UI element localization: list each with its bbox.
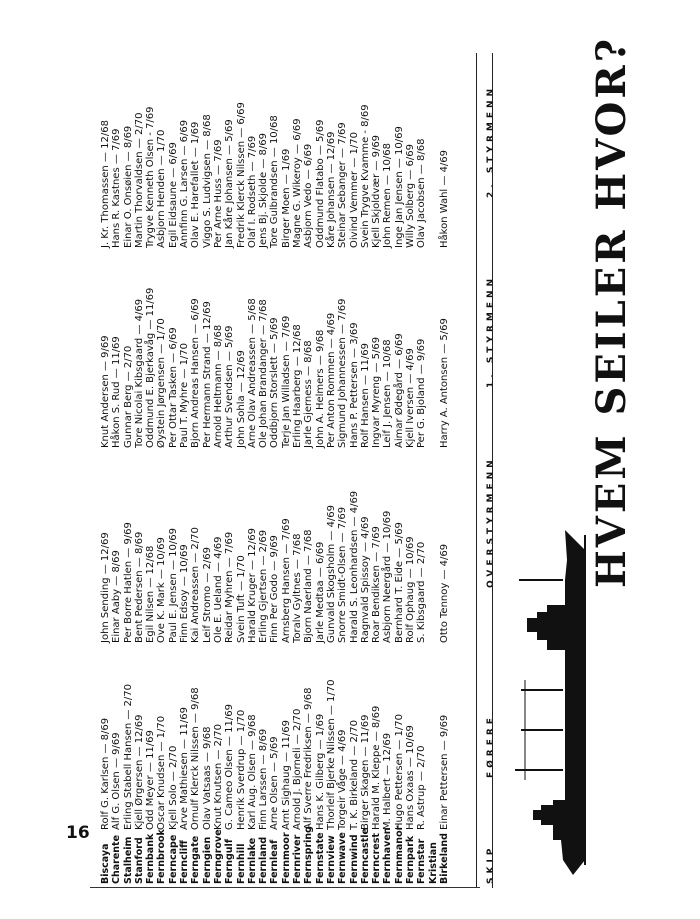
second-mate-entry: Willy Solberg — 6/69 xyxy=(405,144,417,248)
second-mate-entry: Birger Moen — 1/69 xyxy=(280,148,292,248)
ship-name: Fernland xyxy=(258,836,270,884)
second-mate-entry: Asbjorn Henden — 1/70 xyxy=(156,129,168,248)
chief-officer-entry: Finn Edsoy — 10/69 xyxy=(179,544,191,643)
first-mate-entry: Rolf Hansen — 11/69 xyxy=(359,343,371,448)
ship-name: Ferngulf xyxy=(224,839,236,884)
ship-name: Fernwave xyxy=(337,832,349,884)
second-mate-entry: Per Arne Huss — 7/69 xyxy=(212,139,224,248)
first-mate-entry: Håkon S. Rud — 11/69 xyxy=(111,336,123,448)
page-number: 16 xyxy=(66,823,90,843)
chief-officer-entry: Paul E. Jensen — 10/69 xyxy=(167,528,179,643)
chief-officer-entry: Rolf Ophaug — 10/69 xyxy=(405,536,417,643)
chief-officer-entry: Snorre Smidt-Olsen — 7/69 xyxy=(337,506,349,643)
second-mate-entry xyxy=(428,102,439,248)
ship-name: Fernstate xyxy=(314,832,326,884)
ship-column xyxy=(100,826,450,884)
ship-name: Fernstar xyxy=(416,838,428,884)
ship-name: Fernmoor xyxy=(280,832,292,884)
first-mate-entry: Sigmund Johannessen — 7/69 xyxy=(337,298,349,448)
ship-name: Stalheim xyxy=(122,836,134,884)
captain-entry: Arve Mathiesen — 11/69 xyxy=(179,706,191,830)
second-mate-entry: Viggo S. Ludvigsen — 8/68 xyxy=(201,114,213,248)
captain-entry: Odd Meyer — 11/69 xyxy=(145,730,157,830)
captain-entry: T. K. Birkeland — 2/70 xyxy=(348,720,360,830)
ship-name: Fernlake xyxy=(246,837,258,884)
second-mate-entry: Oddmund Flatabo — 5/69 xyxy=(314,119,326,248)
first-mate-entry: Paul T. Myhre — 1/70 xyxy=(179,342,191,448)
chief-officer-entry: Bent Pedersen — 8/69 xyxy=(133,531,145,643)
first-mate-entry: Harry A. Antonsen — 5/69 xyxy=(438,318,450,448)
ship-name: Ferngrove xyxy=(212,829,224,884)
ship-name: Fernspring xyxy=(303,826,315,884)
first-mate-entry: Arthur Svendsen — 5/69 xyxy=(224,325,236,448)
captain-entry: Hans K. Gilberg — 1/69 xyxy=(314,713,326,830)
captain-entry: Oscar Knudsen — 1/70 xyxy=(156,715,168,830)
second-mate-entry: Einar O. Onsøien — 8/69 xyxy=(122,125,134,248)
chief-officer-entry: Harald S. Leonhardsen — 4/69 xyxy=(348,490,360,643)
ship-name: Ferncrest xyxy=(371,833,383,884)
captain-entry: Alf Sverre Fredriksen — 9/68 xyxy=(303,687,315,830)
first-mate-column xyxy=(100,288,450,448)
chief-officer-entry xyxy=(428,491,439,643)
first-mate-entry: Per Ottar Tasken — 6/69 xyxy=(167,327,179,448)
captain-entry: Arnold J. Bjorneli — 2/70 xyxy=(292,708,304,830)
captain-entry: M. Halbert — 12/69 xyxy=(382,732,394,830)
second-mate-entry: Jan Kåre Johansen — 5/69 xyxy=(224,119,236,248)
second-mate-entry: Fredrik Klerck Nilssen — 6/69 xyxy=(235,102,247,248)
first-mate-entry: Leif J. Jensen — 10/68 xyxy=(382,339,394,448)
ship-name: Fernview xyxy=(325,835,337,884)
header-chief-officer: OVERSTYRMENN xyxy=(486,456,496,588)
first-mate-entry: Gunnar Berg — 2/70 xyxy=(122,345,134,448)
first-mate-entry: Per Hermann Strand — 12/69 xyxy=(201,301,213,448)
chief-officer-entry: Jarle Medtaa — 6/69 xyxy=(314,541,326,643)
second-mate-entry: Asbjorn Vedo — 6/69 xyxy=(303,143,315,248)
captain-entry: Torgeir Våge — 4/69 xyxy=(337,729,349,830)
first-mate-entry: Oddmund E. Bjerkavåg — 11/69 xyxy=(145,287,157,448)
captain-entry: Harald M. Kleppe — 8/69 xyxy=(371,705,383,830)
header-captain: FØRERE xyxy=(486,714,496,778)
ship-name: Fernhill xyxy=(235,843,247,884)
first-mate-entry: Øystein Jørgensen — 1/70 xyxy=(156,318,168,448)
first-mate-entry: Per Anton Rommen — 4/69 xyxy=(325,312,337,448)
second-mate-entry: Håkon Wahl — 4/69 xyxy=(438,149,450,248)
captain-entry: Kjell Ørgersen — 12/69 xyxy=(133,714,145,830)
ship-name: Ferncliff xyxy=(179,840,191,884)
ship-name: Fernbrook xyxy=(156,829,168,884)
second-mate-entry: Annfinn G. Larsen — 6/69 xyxy=(179,119,191,248)
second-mate-entry: Kåre Johansen — 12/69 xyxy=(325,131,337,248)
captain-entry: Arnt Sighaug — 11/69 xyxy=(280,719,292,830)
first-mate-entry: Ingvar Myreng — 5/69 xyxy=(371,336,383,448)
ship-name: Fernriver xyxy=(292,834,304,884)
second-mate-entry: John Remen — 10/68 xyxy=(382,143,394,248)
second-mate-entry: Svein Trygve Kvamme - 8/69 xyxy=(359,104,371,248)
first-mate-entry: Tore Nicolai Kibsgaard — 4/69 xyxy=(133,298,145,448)
second-mate-entry: Tore Gulbrandsen — 10/68 xyxy=(269,115,281,248)
second-mate-entry: Magne G. Wikeroy — 6/69 xyxy=(292,118,304,248)
first-mate-entry: Arne Olav Andreassen — 5/68 xyxy=(246,298,258,448)
chief-officer-entry: Bjorn Naerland — 7/68 xyxy=(303,529,315,643)
captain-entry: Olav Vatsaas — 9/68 xyxy=(201,726,213,830)
captain-entry: Alf G. Olsen — 9/69 xyxy=(111,732,123,830)
chief-officer-entry: Arnsberg Hansen — 7/69 xyxy=(280,518,292,643)
header-ship: SKIP xyxy=(486,844,496,884)
second-mate-entry: J. Kr. Thomassen — 12/68 xyxy=(100,120,111,248)
chief-officer-entry: Gunvald Skogsholm — 4/69 xyxy=(325,504,337,643)
captain-entry: Hugo Pettersen — 1/70 xyxy=(393,714,405,830)
second-mate-entry: Olav Jacobsen — 8/68 xyxy=(416,138,428,248)
ship-name: Fernpark xyxy=(405,835,417,884)
first-mate-entry: Jarle Gjerness — 8/68 xyxy=(303,340,315,448)
captain-entry: Karl Aug. Olsen — 9/68 xyxy=(246,714,258,830)
second-mate-entry: Hans R. Kastnes — 7/69 xyxy=(111,128,123,248)
captain-entry: Arne Olsen — 5/69 xyxy=(269,736,281,830)
ship-name: Biscaya xyxy=(100,843,111,884)
chief-officer-entry: Asbjorn Neergård — 10/69 xyxy=(382,510,394,643)
captain-entry: Kjell Solo — 2/70 xyxy=(167,745,179,830)
captain-entry: Ornulf Klerck Nilssen — 9/68 xyxy=(190,687,202,830)
chief-officer-entry: Ole E. Ueland — 4/69 xyxy=(212,536,224,643)
chief-officer-entry: Finn Per Godo — 9/69 xyxy=(269,535,281,643)
second-mate-entry: Steinar Sebanger — 7/69 xyxy=(337,122,349,248)
first-mate-entry: John A. Helmers — 9/68 xyxy=(314,329,326,448)
chief-officer-column xyxy=(100,491,450,643)
first-mate-entry: Hans P. Pettersen — 3/69 xyxy=(348,322,360,448)
chief-officer-entry: John Sending — 12/69 xyxy=(100,532,111,643)
chief-officer-entry: Toralv Gyltnes — 7/68 xyxy=(292,533,304,643)
captain-entry: G. Cameo Olsen — 11/69 xyxy=(224,704,236,830)
captain-entry: Thorleif Bjerke Nilssen — 1/70 xyxy=(325,679,337,830)
first-mate-entry: Knut Andersen — 9/69 xyxy=(100,335,111,448)
chief-officer-entry: Per Borre Hatlen — 9/69 xyxy=(122,522,134,643)
chief-officer-entry: Ragnvald Spissoy — 4/69 xyxy=(359,516,371,643)
captain-entry: Rolf G. Karlsen — 8/69 xyxy=(100,717,111,830)
first-mate-entry: John Sohla — 12/69 xyxy=(235,350,247,448)
header-second-mate: 2. STYRMENN xyxy=(486,84,496,198)
captain-entry: Henrik Sverdrup — 1/70 xyxy=(235,709,247,830)
second-mate-entry: Olaf I. Rodseth — 7/69 xyxy=(246,135,258,248)
ship-name: Ferncape xyxy=(167,834,179,884)
ship-name: Birkeland xyxy=(438,833,450,884)
chief-officer-entry: Egil Nilsen — 12/68 xyxy=(145,545,157,643)
captain-entry: Knut Knutsen — 2/70 xyxy=(212,723,224,830)
first-mate-entry: Aimar Ødegård — 6/69 xyxy=(393,333,405,448)
first-mate-entry: Arnold Heltmann — 8/68 xyxy=(212,324,224,448)
second-mate-entry: Egil Eidsaune — 6/69 xyxy=(167,142,179,248)
second-mate-column xyxy=(100,102,450,248)
second-mate-entry: Olav E. Harefallet — 1/69 xyxy=(190,121,202,248)
chief-officer-entry: Ove K. Mark — 10/69 xyxy=(156,537,168,643)
captain-entry: Hans Oxaas — 10/69 xyxy=(405,725,417,830)
ship-name: Charente xyxy=(111,834,123,884)
captain-entry xyxy=(428,679,439,830)
chief-officer-entry: Leif Stromo — 2/69 xyxy=(201,547,213,643)
chief-officer-entry: Roar Bendiksen — 7/69 xyxy=(371,526,383,643)
chief-officer-entry: Reidar Myhren — 7/69 xyxy=(224,531,236,643)
captain-entry: Erling Stabell Hansen — 2/70 xyxy=(122,684,134,830)
chief-officer-entry: Kai Andreassen — 2/70 xyxy=(190,527,202,643)
first-mate-entry: Terje Jan Willadsen — 7/69 xyxy=(280,315,292,448)
table-body xyxy=(90,53,640,888)
chief-officer-entry: S. Kibsgaard — 2/70 xyxy=(416,541,428,643)
header-first-mate: 1. STYRMENN xyxy=(486,274,496,388)
ship-name: Fernhaven xyxy=(382,827,394,884)
page-title: HVEM SEILER HVOR? xyxy=(588,35,635,588)
second-mate-entry: Kjell Skjoldvær — 9/69 xyxy=(371,134,383,248)
ship-name: Ferngate xyxy=(190,835,202,884)
second-mate-entry: Trygve Kenneth Olsen - 7/69 xyxy=(145,106,157,248)
first-mate-entry: Oddbjorn Storslett — 5/69 xyxy=(269,317,281,448)
chief-officer-entry: Erling Gjertsen — 2/69 xyxy=(258,529,270,643)
ship-name: Fernbank xyxy=(145,833,157,884)
captain-entry: Finn Larssen — 8/69 xyxy=(258,728,270,830)
second-mate-entry: Martin Thorvaldsen — 2/70 xyxy=(133,112,145,248)
ship-name: Stanford xyxy=(133,837,145,884)
ship-name: Ferncastle xyxy=(359,828,371,884)
chief-officer-entry: Bernhard T. Eide — 5/69 xyxy=(393,522,405,643)
captain-entry: Birger Skagen — 11/69 xyxy=(359,714,371,830)
first-mate-entry: Ole Johan Brandanger — 7/68 xyxy=(258,299,270,448)
chief-officer-entry: Svein Tuft — 1/70 xyxy=(235,555,247,643)
ship-name: Kristian xyxy=(427,842,439,884)
captain-entry: Einar Pettersen — 9/69 xyxy=(438,714,450,830)
ship-name: Ferngien xyxy=(201,836,213,884)
first-mate-entry: Per G. Bjoland — 9/69 xyxy=(416,338,428,448)
ship-name: Fernmanor xyxy=(393,825,405,884)
first-mate-entry: Erling Haarberg — 12/68 xyxy=(292,324,304,448)
first-mate-entry: Kjell Iversen — 4/69 xyxy=(405,348,417,448)
second-mate-entry: Inge Jan Jensen — 10/69 xyxy=(393,126,405,248)
captain-entry: R. Astrup — 2/70 xyxy=(416,745,428,830)
first-mate-entry: Bjorn Andreas Hansen — 6/69 xyxy=(190,298,202,448)
ship-name: Fernwind xyxy=(348,834,360,884)
first-mate-entry xyxy=(428,288,439,448)
second-mate-entry: Oivind Vemmer — 1/70 xyxy=(348,132,360,248)
ship-name: Fernleaf xyxy=(269,839,281,884)
chief-officer-entry: Otto Tennoy — 4/69 xyxy=(438,543,450,643)
second-mate-entry: Jens Bj. Skjolde — 8/69 xyxy=(258,133,270,248)
chief-officer-entry: Einar Aaby — 8/69 xyxy=(111,550,123,643)
chief-officer-entry: Harald Kruger — 12/69 xyxy=(246,528,258,643)
captain-column xyxy=(100,679,450,830)
